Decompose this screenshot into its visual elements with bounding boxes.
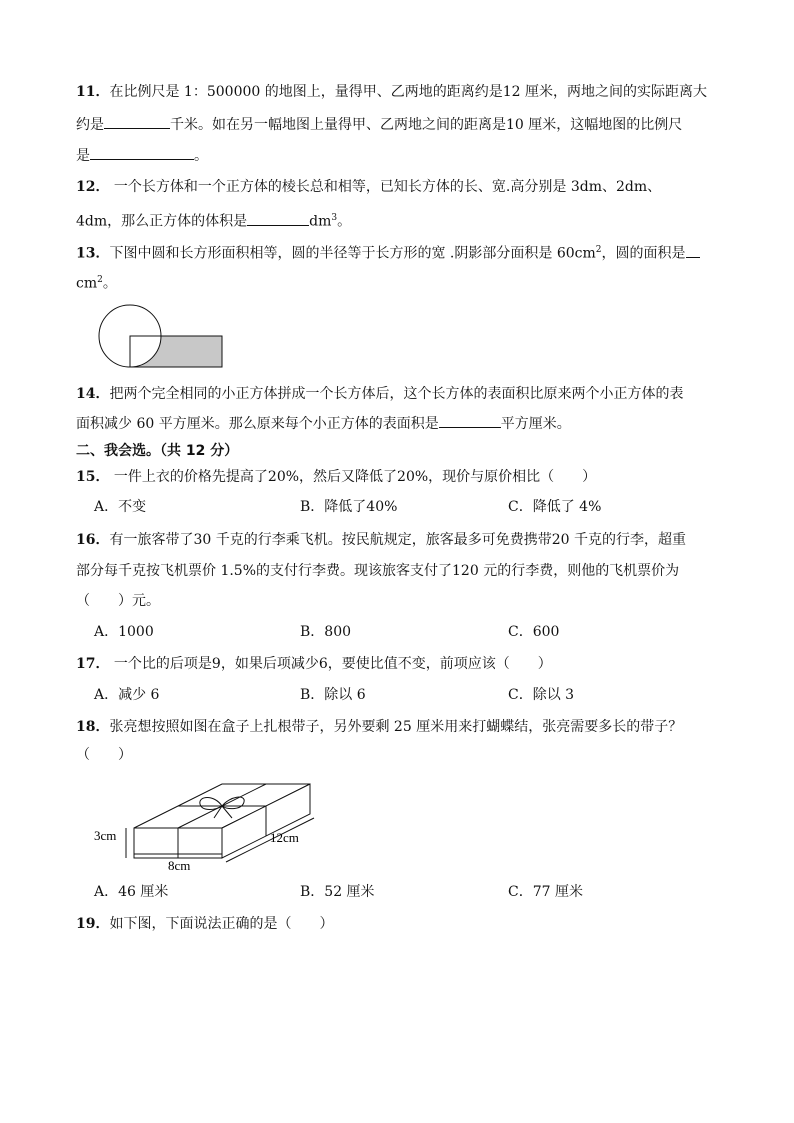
q18-line2: （ ） (76, 747, 132, 763)
q11-text: 在比例尺是 1：500000 的地图上，量得甲、乙两地的距离约是12 厘米，两地之间的实际距离大 (109, 84, 707, 100)
q15-stem (76, 467, 596, 487)
question-number: 19． (76, 916, 110, 932)
q11-line3 (76, 145, 208, 166)
q14-line1 (76, 384, 683, 404)
q17-text: 一个比的后项是9，如果后项减少6，要使比值不变，前项应该（ ） (109, 656, 552, 672)
superscript: 2 (595, 245, 602, 255)
option-a[interactable]: A．减少 6 (94, 687, 160, 703)
option-b[interactable]: B．降低了40% (300, 499, 398, 515)
option-b[interactable]: B．800 (300, 624, 352, 640)
q12-text: dm (309, 213, 332, 230)
q13-line1 (76, 240, 700, 264)
q12-line2 (76, 208, 351, 232)
q12-line1 (76, 177, 661, 197)
question-number: 14． (76, 386, 110, 402)
answer-blank[interactable] (686, 243, 700, 258)
q15-text: 一件上衣的价格先提高了20%，然后又降低了20%，现价与原价相比（ ） (109, 469, 597, 485)
q18-line1 (76, 717, 682, 737)
superscript: 2 (97, 275, 103, 285)
option-b[interactable]: B．52 厘米 (300, 884, 375, 900)
option-b[interactable]: B．除以 6 (300, 687, 366, 703)
q12-text: 一个长方体和一个正方体的棱长总和相等，已知长方体的长、宽.高分别是 3dm、2dm、 (109, 179, 662, 195)
q12-text: 4dm，那么正方体的体积是 (76, 213, 248, 230)
option-c[interactable]: C．600 (508, 624, 560, 640)
q13-text: ，圆的面积是 (601, 245, 686, 262)
q11-text: 千米。如在另一幅地图上量得甲、乙两地之间的距离是10 厘米，这幅地图的比例尺 (170, 117, 683, 133)
superscript: 3 (331, 213, 338, 223)
q13-line2 (76, 270, 117, 294)
question-number: 11． (76, 84, 110, 100)
width-label: 8cm (168, 858, 191, 873)
option-c[interactable]: C．77 厘米 (508, 884, 583, 900)
answer-blank[interactable] (90, 145, 194, 160)
q11-text: 约是 (76, 117, 104, 133)
option-c[interactable]: C．除以 3 (508, 687, 575, 703)
option-a[interactable]: A．不变 (94, 499, 147, 515)
q18-text: 张亮想按照如图在盒子上扎根带子，另外要剩 25 厘米用来打蝴蝶结，张亮需要多长的带子？ (109, 719, 683, 735)
q14-text: 面积减少 60 平方厘米。那么原来每个小正方体的表面积是 (76, 416, 439, 432)
question-number: 17． (76, 656, 110, 672)
q14-text: 把两个完全相同的小正方体拼成一个长方体后，这个长方体的表面积比原来两个小正方体的表 (109, 386, 684, 402)
q16-text: 有一旅客带了30 千克的行李乘飞机。按民航规定，旅客最多可免费携带20 千克的行李，超重 (109, 532, 687, 548)
option-a[interactable]: A．1000 (94, 624, 154, 640)
q17-stem (76, 654, 552, 674)
q11-line1 (76, 82, 707, 102)
question-number: 18． (76, 719, 110, 735)
answer-blank[interactable] (247, 211, 309, 226)
gift-box-figure (88, 772, 338, 876)
question-number: 16． (76, 532, 110, 548)
q12-text: 。 (337, 213, 352, 230)
q11-text: 是 (76, 148, 90, 164)
depth-label: 12cm (270, 830, 299, 845)
q16-line2: 部分每千克按飞机票价 1.5%的支付行李费。现该旅客支付了120 元的行李费，则他的飞机票价为 (76, 563, 680, 579)
answer-blank[interactable] (439, 413, 501, 428)
q11-text: 。 (194, 148, 208, 164)
answer-blank[interactable] (104, 114, 170, 129)
q19-text: 如下图，下面说法正确的是（ ） (109, 916, 334, 932)
question-number: 12． (76, 179, 110, 195)
q14-line2 (76, 413, 571, 434)
q13-text: cm (76, 275, 98, 292)
q14-text: 平方厘米。 (500, 416, 571, 432)
q16-line1 (76, 530, 686, 550)
q13-text: 。 (102, 275, 117, 292)
height-label: 3cm (94, 828, 117, 843)
option-a[interactable]: A．46 厘米 (94, 884, 169, 900)
question-number: 13． (76, 245, 110, 262)
q13-text: 下图中圆和长方形面积相等，圆的半径等于长方形的宽 .阴影部分面积是 60cm (109, 245, 596, 262)
section-heading: 二、我会选。（共 12 分） (76, 443, 239, 459)
q16-line3: （ ）元。 (76, 593, 160, 609)
question-number: 15． (76, 469, 110, 485)
q11-line2 (76, 114, 682, 135)
option-c[interactable]: C．降低了 4% (508, 499, 602, 515)
q19-stem (76, 914, 333, 934)
circle-rectangle-figure (94, 295, 226, 371)
